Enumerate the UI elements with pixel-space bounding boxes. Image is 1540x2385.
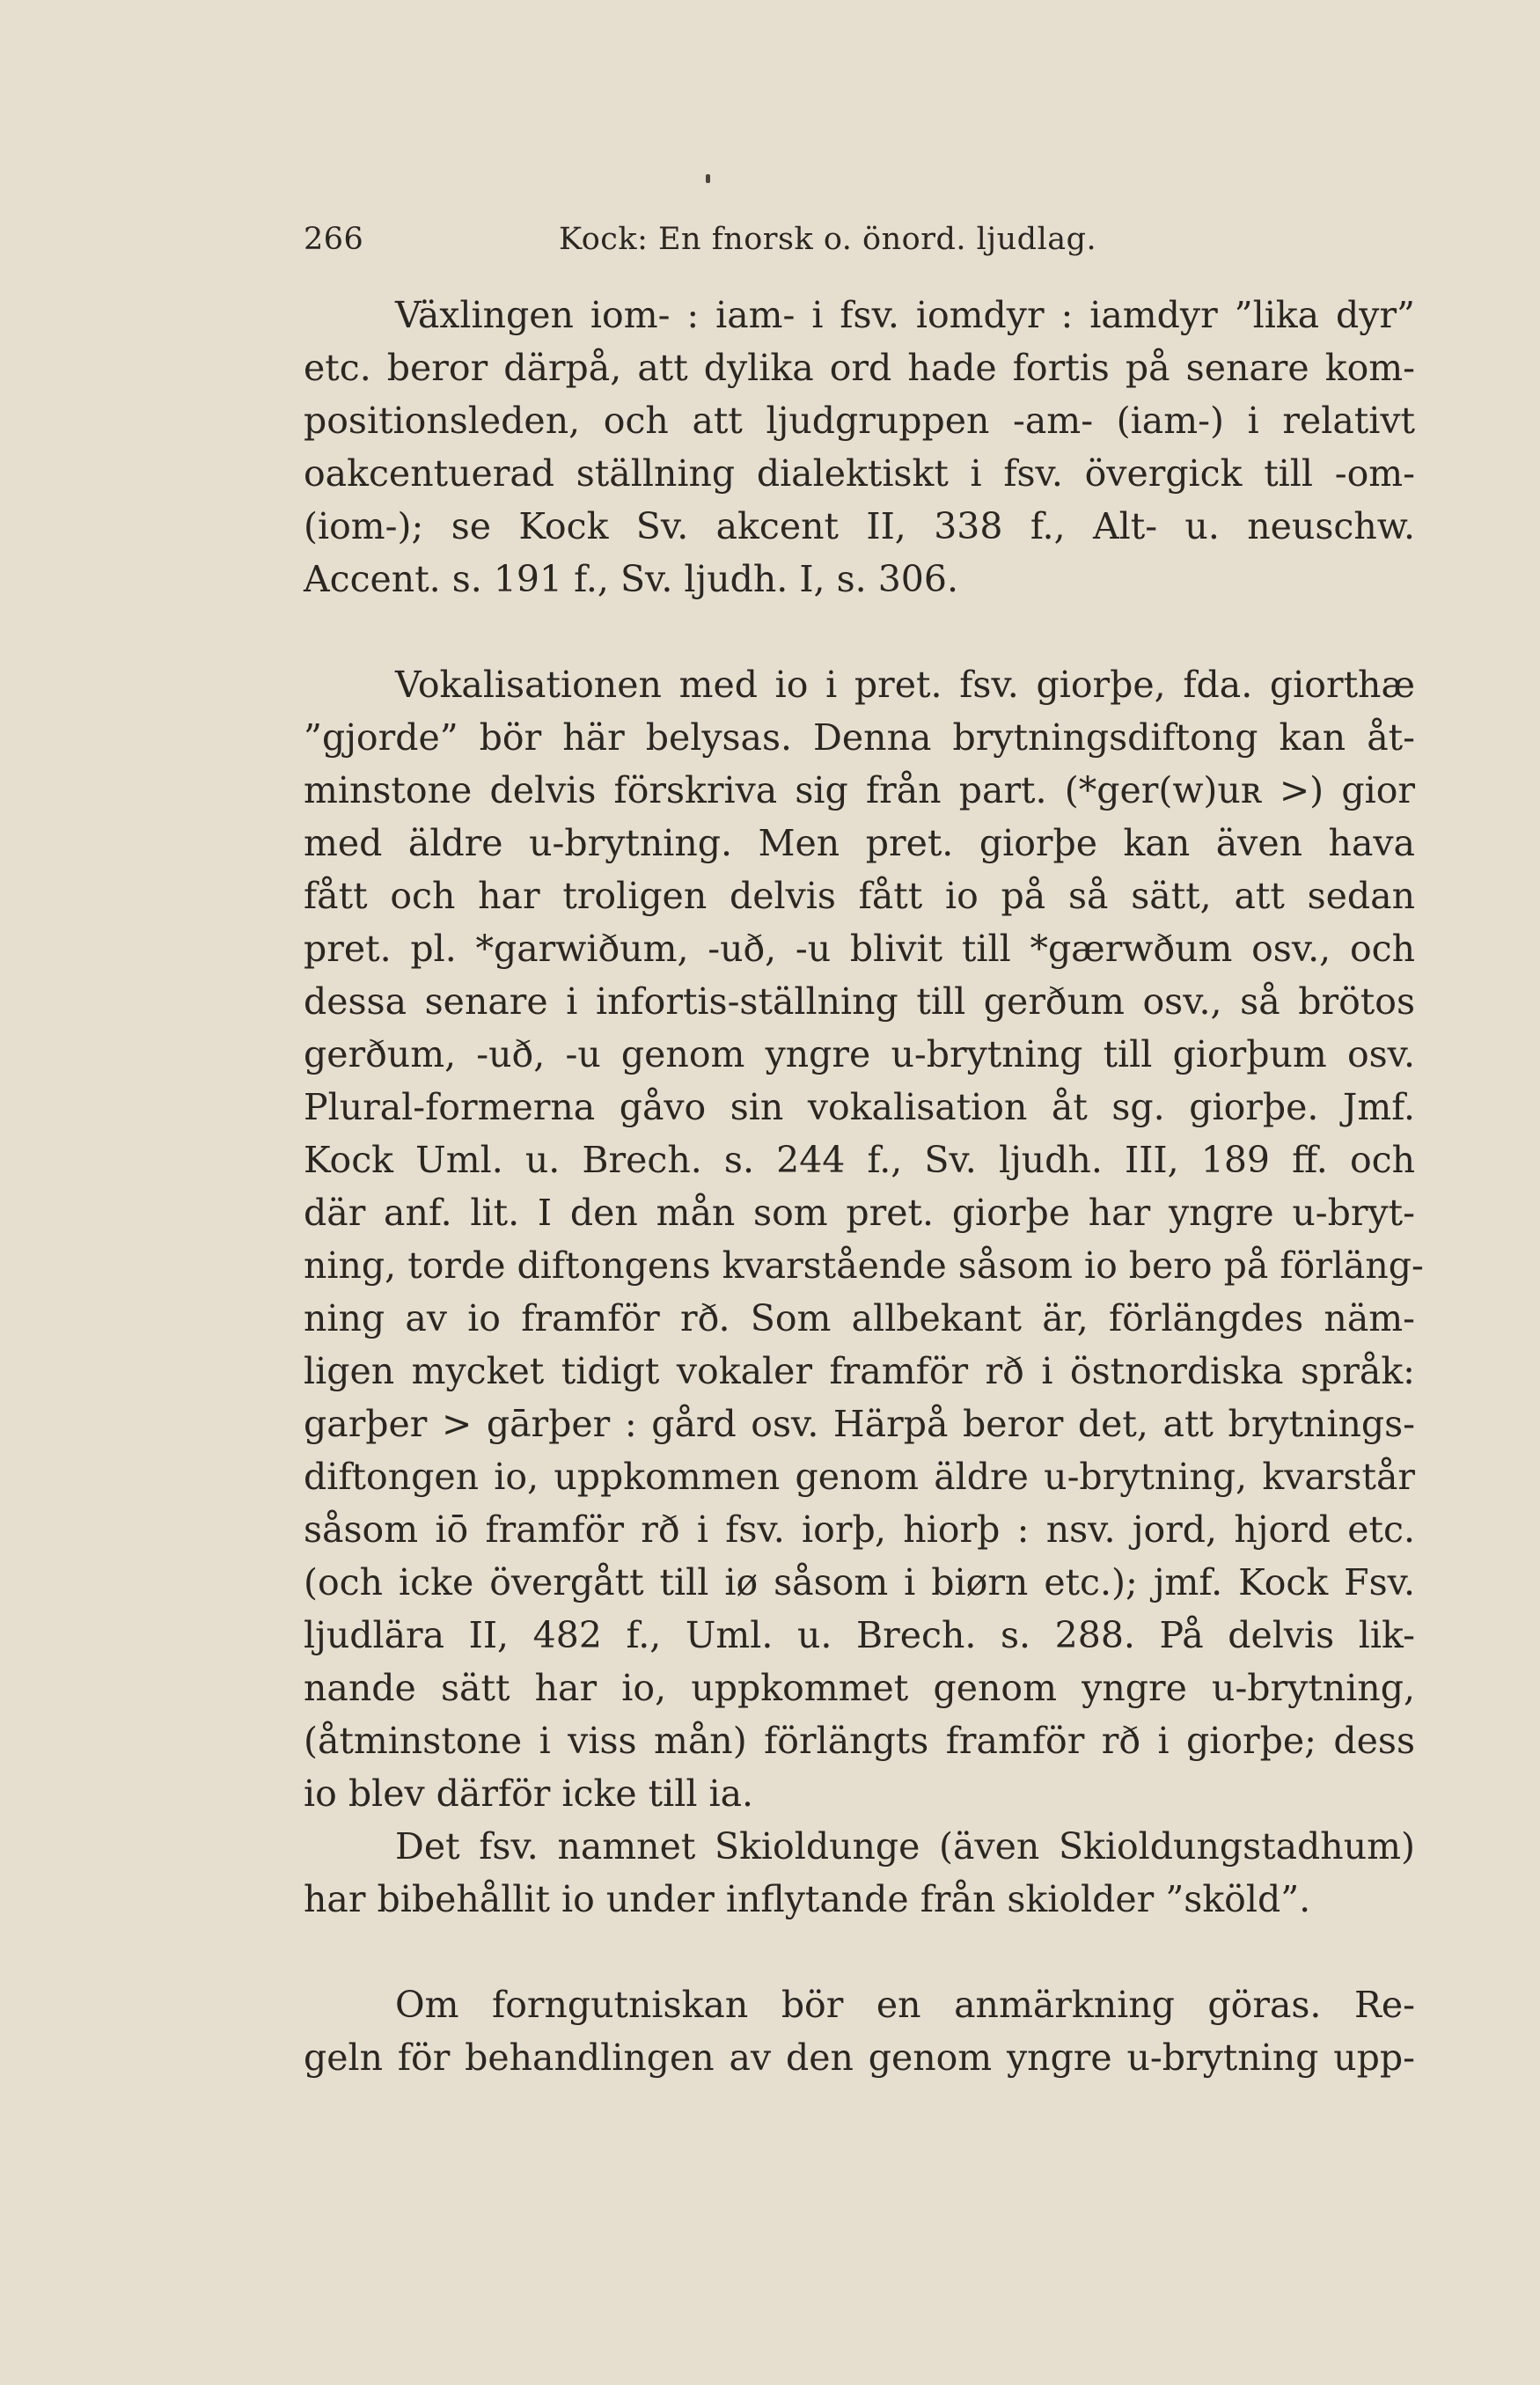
- text-line: där anf. lit. I den mån som pret. giorþe har yngre u-bryt-: [304, 1192, 1415, 1234]
- text-line: etc. beror därpå, att dylika ord hade fortis på senare kom-: [304, 347, 1415, 389]
- body-text: [304, 289, 1424, 2084]
- text-line: (och icke övergått till iø såsom i biørn etc.); jmf. Kock Fsv.: [304, 1561, 1415, 1603]
- page-number: 266: [304, 222, 364, 257]
- text-line: minstone delvis förskriva sig från part. (*ger(w)uʀ >) gior: [304, 769, 1415, 811]
- text-line: Vokalisationen med io i pret. fsv. giorþe, fda. giorthæ: [395, 664, 1415, 706]
- paper-speck: [706, 174, 710, 183]
- text-line: ljudlära II, 482 f., Uml. u. Brech. s. 288. På delvis lik-: [304, 1614, 1415, 1656]
- text-line: dessa senare i infortis-ställning till gerðum osv., så brötos: [304, 980, 1415, 1023]
- text-line: Accent. s. 191 f., Sv. ljudh. I, s. 306.: [304, 558, 959, 600]
- text-line: såsom iō framför rð i fsv. iorþ, hiorþ : nsv. jord, hjord etc.: [304, 1508, 1415, 1551]
- text-line: har bibehållit io under inflytande från skiolder ”sköld”.: [304, 1878, 1311, 1920]
- text-line: med äldre u-brytning. Men pret. giorþe kan även hava: [304, 822, 1415, 864]
- text-line: ”gjorde” bör här belysas. Denna brytningsdiftong kan åt-: [304, 716, 1415, 759]
- paragraph-gap: [304, 1926, 1415, 1978]
- text-line: diftongen io, uppkommen genom äldre u-brytning, kvarstår: [304, 1456, 1415, 1498]
- text-line: oakcentuerad ställning dialektiskt i fsv. övergick till -om-: [304, 452, 1415, 495]
- text-line: geln för behandlingen av den genom yngre u-brytning upp-: [304, 2036, 1415, 2079]
- paragraph-gap: [304, 605, 1415, 658]
- text-line: pret. pl. *garwiðum, -uð, -u blivit till *gærwðum osv., och: [304, 928, 1415, 970]
- text-line: positionsleden, och att ljudgruppen -am- (iam-) i relativt: [304, 400, 1415, 442]
- text-line: (iom-); se Kock Sv. akcent II, 338 f., Alt- u. neuschw.: [304, 505, 1415, 547]
- running-title: Kock: En fnorsk o. önord. ljudlag.: [559, 222, 1097, 257]
- text-line: Plural-formerna gåvo sin vokalisation åt sg. giorþe. Jmf.: [304, 1086, 1415, 1128]
- text-line: gerðum, -uð, -u genom yngre u-brytning till giorþum osv.: [304, 1033, 1415, 1075]
- text-line: ning, torde diftongens kvarstående såsom io bero på förläng-: [304, 1244, 1424, 1287]
- text-line: ligen mycket tidigt vokaler framför rð i östnordiska språk:: [304, 1350, 1415, 1392]
- text-line: (åtminstone i viss mån) förlängts framför rð i giorþe; dess: [304, 1720, 1415, 1762]
- text-line: Om forngutniskan bör en anmärkning göras. Re-: [395, 1984, 1415, 2026]
- text-line: ning av io framför rð. Som allbekant är, förlängdes näm-: [304, 1297, 1415, 1339]
- text-line: Växlingen iom- : iam- i fsv. iomdyr : iamdyr ”lika dyr”: [395, 294, 1415, 336]
- text-line: Det fsv. namnet Skioldunge (även Skioldungstadhum): [395, 1825, 1415, 1868]
- text-line: fått och har troligen delvis fått io på så sätt, att sedan: [304, 875, 1415, 917]
- text-line: io blev därför icke till ia.: [304, 1772, 754, 1815]
- text-line: Kock Uml. u. Brech. s. 244 f., Sv. ljudh. III, 189 ff. och: [304, 1139, 1415, 1181]
- text-line: garþer > gārþer : gård osv. Härpå beror det, att brytnings-: [304, 1403, 1415, 1445]
- text-line: nande sätt har io, uppkommet genom yngre u-brytning,: [304, 1667, 1415, 1709]
